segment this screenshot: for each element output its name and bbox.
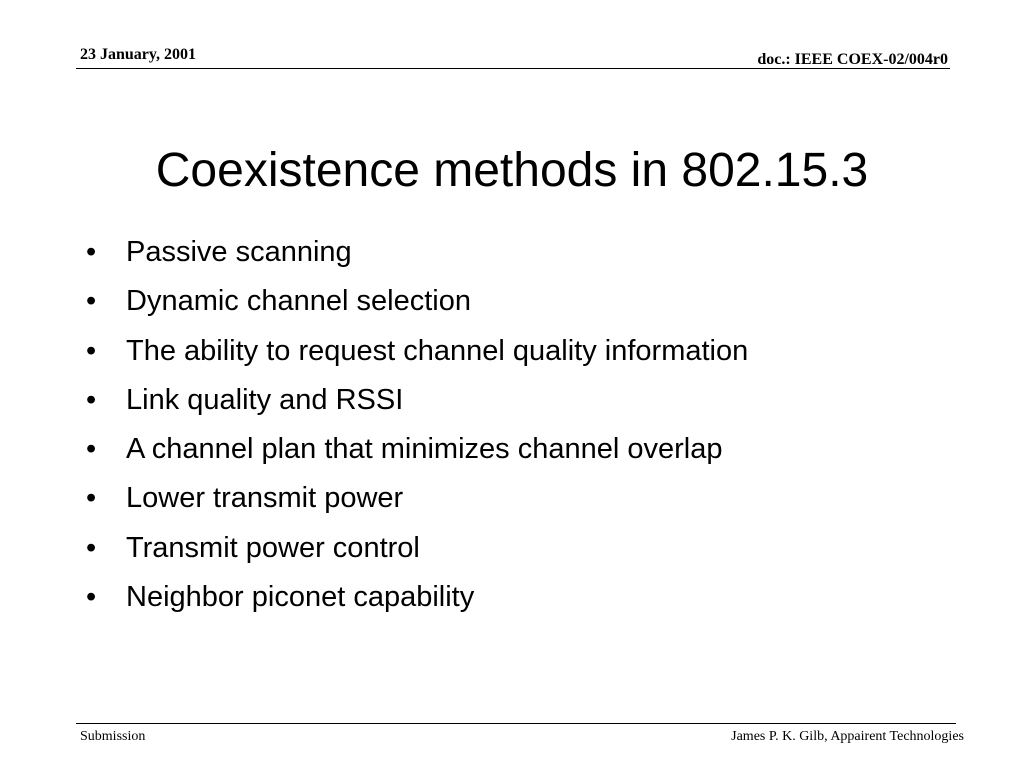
header-doc-id: doc.: IEEE COEX-02/004r0 — [757, 51, 948, 68]
list-item — [86, 524, 748, 573]
list-item — [86, 376, 748, 425]
bullet-icon: • — [86, 581, 97, 614]
bullet-text: A channel plan that minimizes channel overlap — [126, 433, 723, 466]
bullet-text: Lower transmit power — [126, 482, 404, 515]
bullet-icon: • — [86, 236, 97, 268]
list-item — [86, 277, 748, 326]
list-item — [86, 327, 748, 376]
footer-divider — [76, 723, 956, 724]
list-item — [86, 425, 748, 474]
bullet-text: Passive scanning — [126, 236, 352, 268]
bullet-icon: • — [86, 482, 97, 515]
header-divider — [76, 68, 950, 69]
bullet-text: Transmit power control — [126, 531, 420, 564]
bullet-text: Link quality and RSSI — [126, 383, 404, 416]
bullet-text: Dynamic channel selection — [126, 285, 471, 318]
bullet-icon: • — [86, 334, 97, 367]
list-item — [86, 474, 748, 523]
bullet-icon: • — [86, 531, 97, 564]
bullet-icon: • — [86, 383, 97, 416]
bullet-icon: • — [86, 433, 97, 466]
slide-title: Coexistence methods in 802.15.3 — [155, 144, 869, 198]
footer-submission: Submission — [80, 729, 146, 744]
bullet-list — [86, 228, 748, 622]
header-date: 23 January, 2001 — [80, 46, 197, 63]
list-item — [86, 573, 748, 622]
bullet-icon: • — [86, 285, 97, 318]
bullet-text: Neighbor piconet capability — [126, 581, 475, 614]
list-item — [86, 228, 748, 277]
bullet-text: The ability to request channel quality information — [126, 334, 749, 367]
footer-author: James P. K. Gilb, Appairent Technologies — [731, 729, 964, 744]
